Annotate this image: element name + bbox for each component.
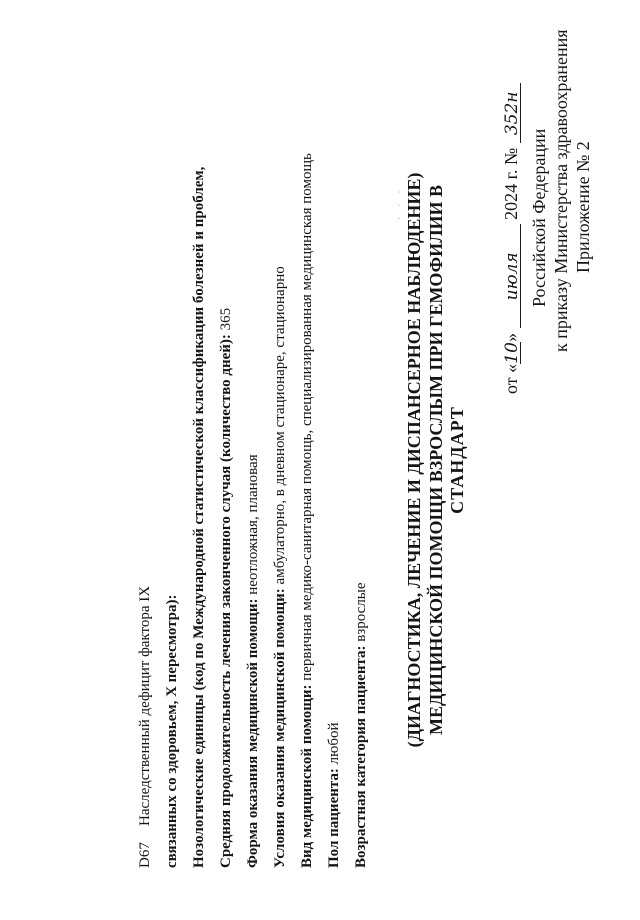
diagnosis-row — [138, 586, 153, 868]
field-label: Условия оказания медицинской помощи: — [272, 588, 288, 868]
field-care-form — [246, 454, 261, 868]
approval-ministry-line: к приказу Министерства здравоохранения — [551, 29, 571, 352]
field-label: Возрастная категория пациента: — [353, 645, 369, 868]
nosology-heading-line1: Нозологические единицы (код по Международной статистической классификации болезней и проблем, — [191, 166, 207, 868]
appendix-number: Приложение № 2 — [573, 141, 593, 273]
field-care-type — [300, 153, 315, 868]
title-scope: (ДИАГНОСТИКА, ЛЕЧЕНИЕ И ДИСПАНСЕРНОЕ НАБЛЮДЕНИЕ) — [404, 172, 424, 748]
field-sex — [327, 722, 342, 868]
field-label: Пол пациента: — [326, 768, 342, 868]
field-label: Форма оказания медицинской помощи: — [245, 598, 261, 868]
field-label: Вид медицинской помощи: — [299, 684, 315, 868]
date-month-field — [502, 224, 521, 328]
date-month-handwritten: июля — [502, 252, 522, 301]
order-number-handwritten: 352н — [502, 91, 522, 136]
approval-date-line — [502, 83, 521, 394]
field-value: любой — [326, 722, 342, 769]
nosology-heading-line2: связанных со здоровьем, X пересмотра): — [164, 594, 180, 868]
title-standard: СТАНДАРТ — [447, 406, 467, 514]
diagnosis-name: Наследственный дефицит фактора IX — [137, 585, 153, 826]
scan-speckles: · · · — [394, 186, 404, 220]
date-mid: » — [501, 332, 521, 342]
date-prefix: от « — [501, 363, 521, 394]
field-age-category — [354, 582, 369, 868]
field-value: неотложная, плановая — [245, 454, 261, 599]
date-day-field — [502, 342, 521, 364]
field-value: первичная медико-санитарная помощь, специализированная медицинская помощь — [299, 153, 315, 685]
title-main: МЕДИЦИНСКОЙ ПОМОЩИ ВЗРОСЛЫМ ПРИ ГЕМОФИЛИИ В — [426, 184, 446, 736]
field-value: 365 — [218, 307, 234, 335]
field-value: амбулаторно, в дневном стационаре, стационарно — [272, 266, 288, 589]
approval-country-line: Российской Федерации — [529, 128, 549, 307]
field-label: Средняя продолжительность лечения законченного случая (количество дней): — [218, 334, 234, 868]
date-day-handwritten: 10 — [502, 342, 522, 364]
diagnosis-code: D67 — [137, 842, 153, 868]
field-duration — [219, 308, 234, 868]
date-year-text: 2024 г. № — [501, 147, 521, 220]
order-number-field — [502, 83, 521, 143]
field-value: взрослые — [353, 582, 369, 646]
field-care-conditions — [273, 266, 288, 868]
